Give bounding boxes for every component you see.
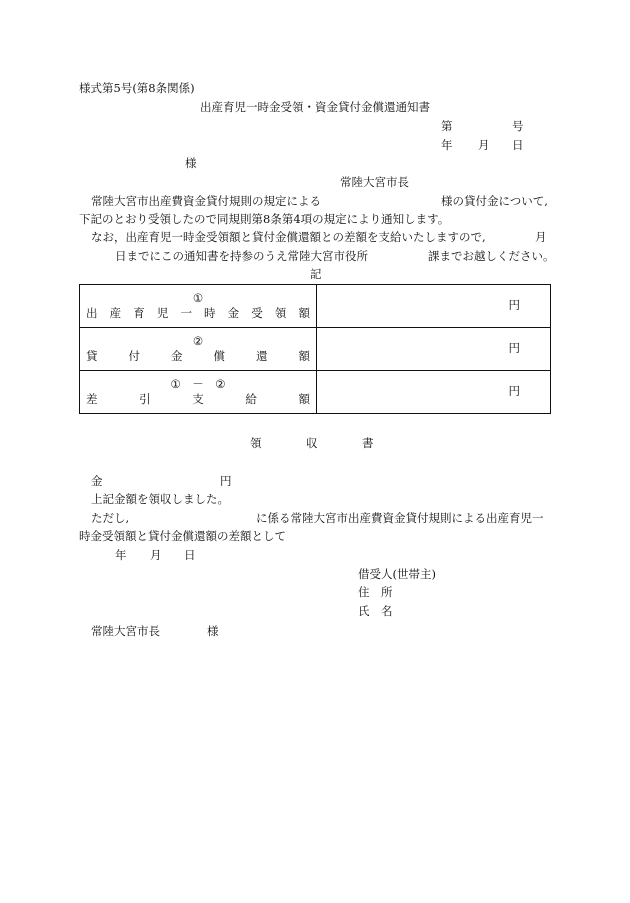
receipt-tadashi-c: 時金受領額と貸付金償還額の差額として xyxy=(79,529,286,543)
table-row xyxy=(80,328,551,371)
row2-label-cell xyxy=(80,328,317,371)
paragraph2-line1-b: 月 xyxy=(535,230,547,244)
label-char: 金 xyxy=(227,306,240,320)
doc-number-prefix: 第 xyxy=(441,119,453,133)
row2-value-cell[interactable] xyxy=(317,328,551,371)
row3-yen: 円 xyxy=(508,384,520,398)
label-char: 還 xyxy=(256,349,268,363)
label-char: 出 xyxy=(86,306,98,320)
label-char: 受 xyxy=(251,306,263,320)
label-char: 付 xyxy=(128,349,140,363)
label-char: 育 xyxy=(133,306,145,320)
row3-label-cell xyxy=(80,371,317,414)
label-char: 差 xyxy=(86,392,98,406)
receipt-received-text: 上記金額を領収しました。 xyxy=(91,492,229,506)
addressee-sama: 様 xyxy=(185,156,197,170)
receipt-date-month: 月 xyxy=(150,548,162,562)
document-title: 出産育児一時金受領・資金貸付金償還通知書 xyxy=(200,100,430,114)
paragraph1-line1-b: 様の貸付金について, xyxy=(441,194,548,208)
paragraph1-line2: 下記のとおり受領したので同規則第8条第4項の規定により通知します。 xyxy=(79,212,450,226)
label-char: 引 xyxy=(139,392,151,406)
receipt-tadashi-b: に係る常陸大宮市出産費資金貸付規則による出産育児一 xyxy=(256,511,544,525)
label-char: 給 xyxy=(245,392,257,406)
receipt-tadashi-a: ただし, xyxy=(91,511,130,525)
amount-table xyxy=(79,284,551,414)
receipt-date-day: 日 xyxy=(184,548,196,562)
table-row xyxy=(80,285,551,328)
date-year: 年 xyxy=(441,138,453,152)
label-char: 一 xyxy=(180,306,192,320)
receipt-kin: 金 xyxy=(91,474,103,488)
row2-caption: ② xyxy=(192,334,204,348)
label-char: 償 xyxy=(213,349,225,363)
paragraph2-line1-a: なお，出産育児一時金受領額と貸付金償還額との差額を支給いたしますので, xyxy=(91,230,486,244)
paragraph2-line2-b: 課までお越しください。 xyxy=(428,249,555,263)
table-row xyxy=(80,371,551,414)
address-label: 住 所 xyxy=(358,585,393,599)
label-char: 産 xyxy=(109,306,122,320)
row2-yen: 円 xyxy=(508,341,520,355)
date-day: 日 xyxy=(512,138,524,152)
label-char: 貸 xyxy=(86,349,98,363)
receipt-title-char-1: 領 xyxy=(250,436,262,450)
borrower-label: 借受人(世帯主) xyxy=(358,567,436,581)
receipt-to-sama: 様 xyxy=(207,624,219,638)
name-label: 氏 名 xyxy=(358,604,393,618)
label-char: 領 xyxy=(274,306,287,320)
receipt-date-year: 年 xyxy=(115,548,127,562)
label-char: 時 xyxy=(204,306,216,320)
label-char: 金 xyxy=(171,349,183,363)
row3-value-cell[interactable] xyxy=(317,371,551,414)
row1-value-cell[interactable] xyxy=(317,285,551,328)
row1-label-cell xyxy=(80,285,317,328)
label-char: 額 xyxy=(298,392,310,406)
row3-caption: ① － ② xyxy=(170,377,226,391)
doc-number-suffix: 号 xyxy=(512,119,524,133)
date-month: 月 xyxy=(478,138,490,152)
label-char: 支 xyxy=(192,392,204,406)
row1-caption: ① xyxy=(192,291,204,305)
receipt-to-mayor: 常陸大宮市長 xyxy=(91,624,160,638)
row1-label xyxy=(86,308,310,320)
receipt-title-char-2: 収 xyxy=(306,436,318,450)
receipt-title-char-3: 書 xyxy=(362,436,374,450)
receipt-en: 円 xyxy=(220,474,232,488)
form-number: 様式第5号(第8条関係) xyxy=(79,81,195,95)
label-char: 児 xyxy=(156,306,169,320)
row3-label xyxy=(86,394,310,406)
ki-heading: 記 xyxy=(310,267,322,281)
issuer-name: 常陸大宮市長 xyxy=(340,175,409,189)
row1-yen: 円 xyxy=(508,298,520,312)
label-char: 額 xyxy=(298,306,310,320)
row2-label xyxy=(86,351,310,363)
paragraph2-line2-a: 日までにこの通知書を持参のうえ常陸大宮市役所 xyxy=(115,249,368,263)
label-char: 額 xyxy=(298,349,310,363)
paragraph1-line1-a: 常陸大宮市出産費資金貸付規則の規定による xyxy=(91,194,321,208)
